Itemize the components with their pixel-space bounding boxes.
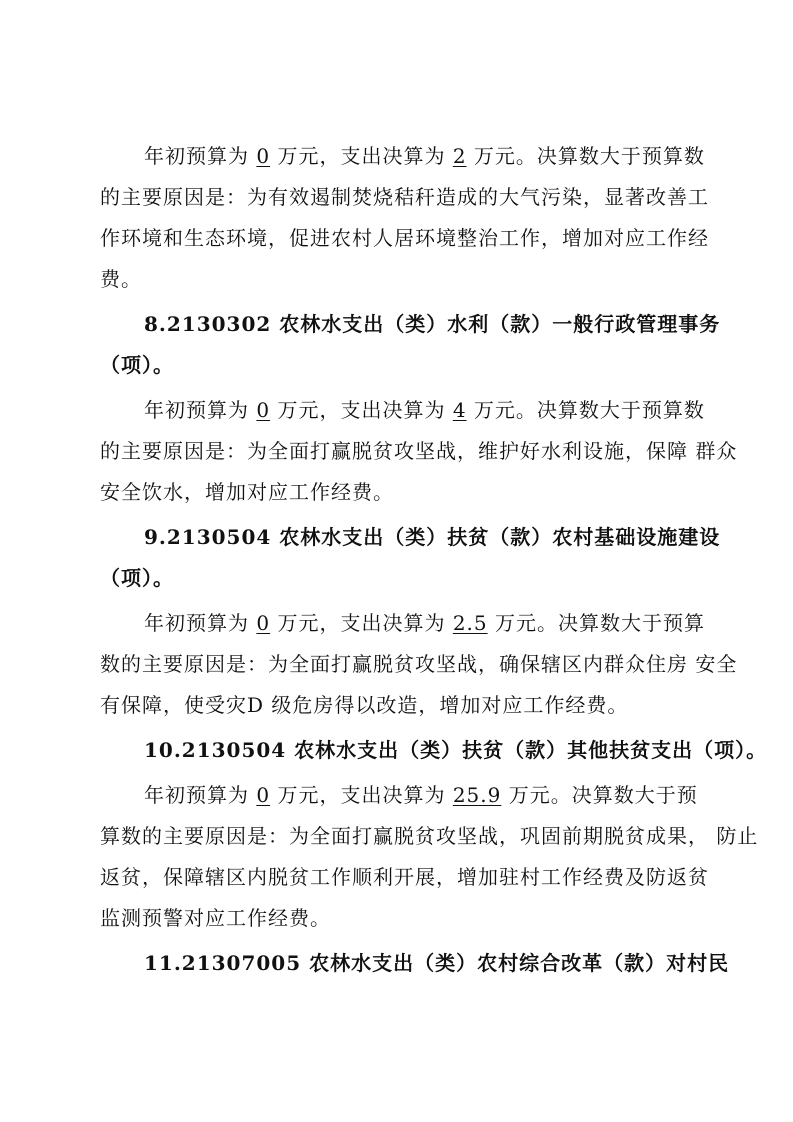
initial-budget-value: 0 bbox=[256, 398, 271, 422]
paragraph-line: 作环境和生态环境，促进农村人居环境整治工作，增加对应工作经 bbox=[100, 226, 709, 250]
text-segment: 万元，支出决算为 bbox=[270, 398, 453, 422]
budget-line-item10 bbox=[144, 781, 698, 809]
text-segment: 万元。决算数大于预算 bbox=[487, 611, 705, 635]
paragraph-line: 有保障，使受灾D 级危房得以改造，增加对应工作经费。 bbox=[100, 693, 629, 717]
paragraph-line: 费。 bbox=[100, 267, 142, 291]
budget-line-item9 bbox=[144, 609, 705, 637]
text-segment: 万元，支出决算为 bbox=[270, 611, 453, 635]
initial-budget-value: 0 bbox=[256, 783, 271, 807]
initial-budget-value: 0 bbox=[256, 611, 271, 635]
final-account-value: 25.9 bbox=[452, 783, 502, 807]
text-segment: 万元。决算数大于预 bbox=[501, 783, 698, 807]
paragraph-line: 安全饮水，增加对应工作经费。 bbox=[100, 480, 394, 504]
final-account-value: 4 bbox=[452, 398, 467, 422]
initial-budget-value: 0 bbox=[256, 144, 271, 168]
text-segment: 万元。决算数大于预算数 bbox=[466, 144, 705, 168]
section-heading-8-cont: （项）。 bbox=[100, 353, 174, 377]
final-account-value: 2.5 bbox=[452, 611, 488, 635]
paragraph-line: 数的主要原因是：为全面打赢脱贫攻坚战，确保辖区内群众住房 安全 bbox=[100, 652, 738, 676]
budget-line-item8 bbox=[144, 396, 705, 424]
paragraph-line: 算数的主要原因是：为全面打赢脱贫攻坚战，巩固前期脱贫成果， 防止 bbox=[100, 824, 759, 848]
budget-line-item7 bbox=[144, 142, 705, 170]
section-heading-9: 9.2130504 农林水支出（类）扶贫（款）农村基础设施建设 bbox=[144, 525, 721, 549]
paragraph-line: 的主要原因是：为有效遏制焚烧秸秆造成的大气污染，显著改善工 bbox=[100, 185, 709, 209]
text-segment: 年初预算为 bbox=[144, 611, 257, 635]
text-segment: 万元。决算数大于预算数 bbox=[466, 398, 705, 422]
section-heading-11: 11.21307005 农林水支出（类）农村综合改革（款）对村民 bbox=[144, 951, 730, 975]
text-segment: 年初预算为 bbox=[144, 144, 257, 168]
section-heading-9-cont: （项）。 bbox=[100, 566, 174, 590]
section-heading-10: 10.2130504 农林水支出（类）扶贫（款）其他扶贫支出（项）。 bbox=[144, 738, 768, 762]
final-account-value: 2 bbox=[452, 144, 467, 168]
text-segment: 万元，支出决算为 bbox=[270, 783, 453, 807]
text-segment: 年初预算为 bbox=[144, 783, 257, 807]
paragraph-line: 的主要原因是：为全面打赢脱贫攻坚战，维护好水利设施，保障 群众 bbox=[100, 439, 738, 463]
paragraph-line: 监测预警对应工作经费。 bbox=[100, 906, 331, 930]
paragraph-line: 返贫，保障辖区内脱贫工作顺利开展，增加驻村工作经费及防返贫 bbox=[100, 865, 709, 889]
section-heading-8: 8.2130302 农林水支出（类）水利（款）一般行政管理事务 bbox=[144, 312, 721, 336]
text-segment: 年初预算为 bbox=[144, 398, 257, 422]
text-segment: 万元，支出决算为 bbox=[270, 144, 453, 168]
